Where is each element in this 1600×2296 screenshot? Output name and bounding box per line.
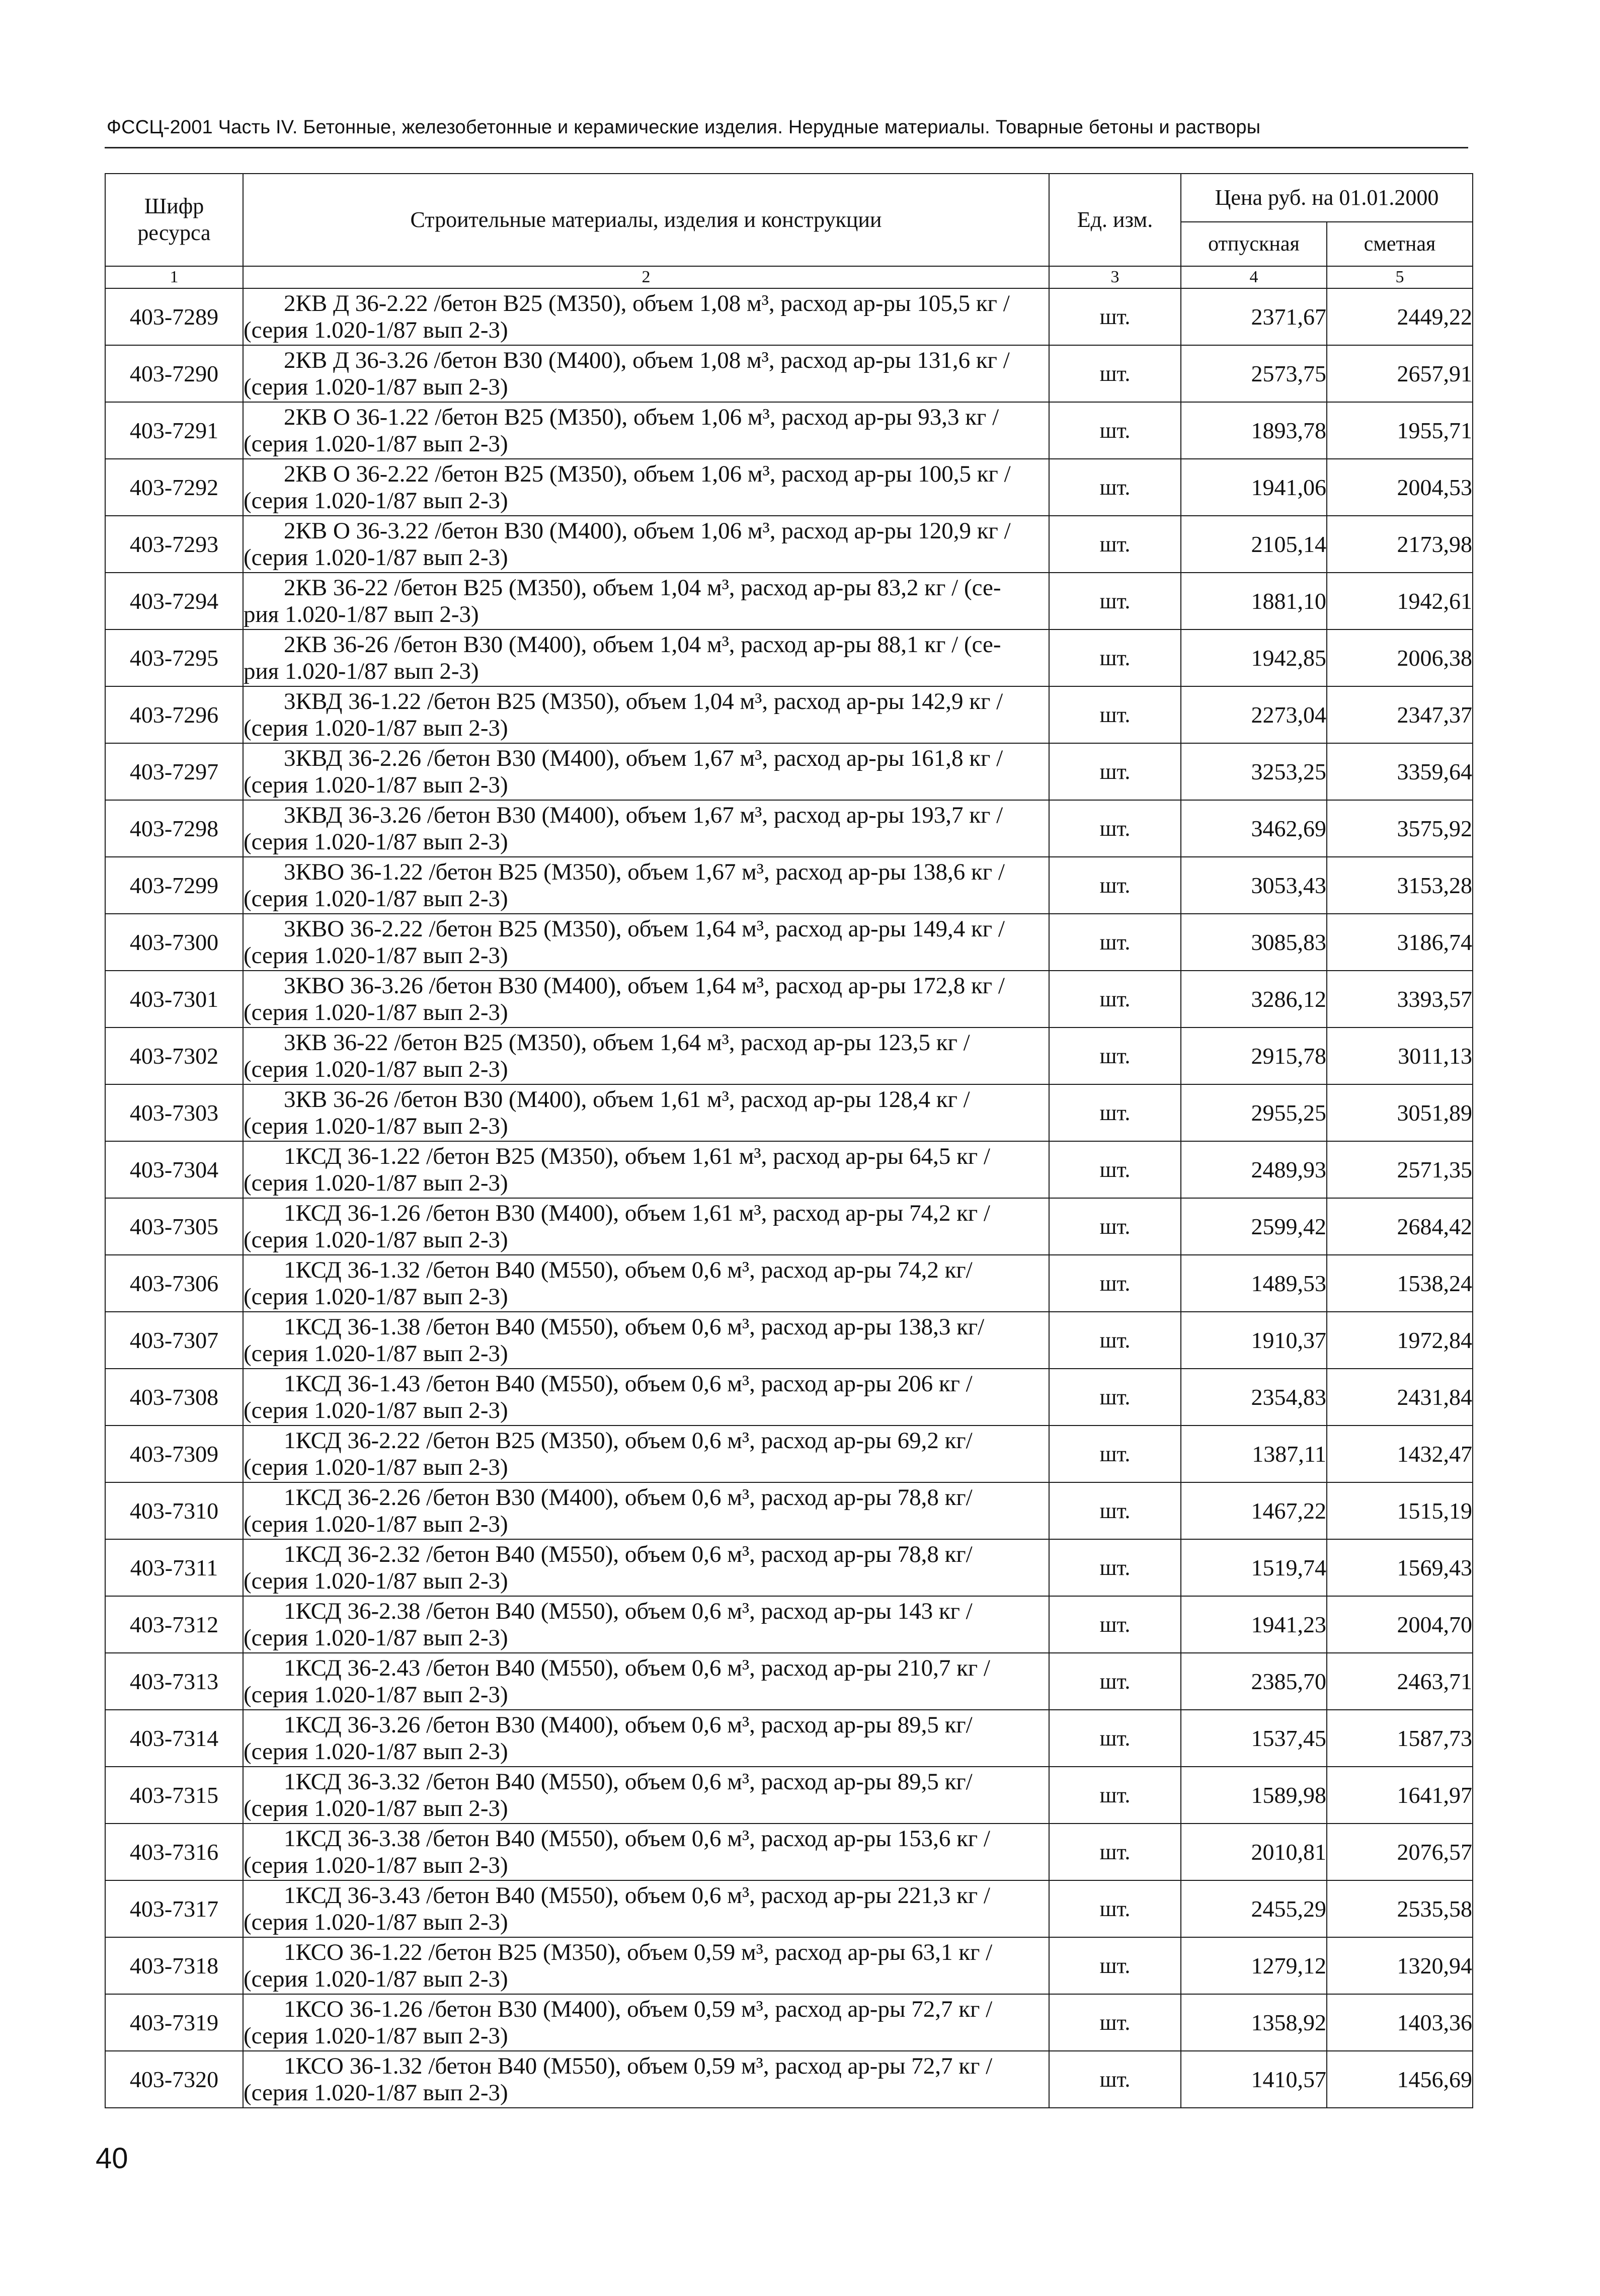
description-line-1: 2КВ 36-26 /бетон В30 (М400), объем 1,04 м³, расход ар-ры 88,1 кг / (се- [284, 631, 1001, 658]
release-price-cell: 1410,57 [1181, 2051, 1327, 2108]
unit-cell: шт. [1049, 1767, 1181, 1824]
table-body [105, 288, 1473, 2108]
description-line-1: 2КВ Д 36-3.26 /бетон В30 (М400), объем 1,08 м³, расход ар-ры 131,6 кг / [284, 347, 1010, 373]
resource-code-cell: 403-7291 [105, 402, 243, 459]
description-line-2: (серия 1.020-1/87 вып 2-3) [244, 316, 508, 343]
resource-code-cell: 403-7294 [105, 573, 243, 629]
material-description-cell [243, 1426, 1049, 1482]
resource-code-cell: 403-7302 [105, 1027, 243, 1084]
estimate-price-cell: 2449,22 [1327, 288, 1473, 345]
unit-cell: шт. [1049, 1312, 1181, 1369]
estimate-price-cell: 2571,35 [1327, 1141, 1473, 1198]
description-line-2: (серия 1.020-1/87 вып 2-3) [244, 1738, 508, 1765]
table-row [105, 686, 1473, 743]
estimate-price-cell: 2076,57 [1327, 1824, 1473, 1880]
column-header-code: Шифр ресурса [105, 174, 243, 266]
estimate-price-cell: 2431,84 [1327, 1369, 1473, 1426]
estimate-price-cell: 1569,43 [1327, 1539, 1473, 1596]
material-description-cell [243, 288, 1049, 345]
material-description-cell [243, 914, 1049, 971]
release-price-cell: 1537,45 [1181, 1710, 1327, 1767]
description-line-1: 2КВ О 36-2.22 /бетон В25 (М350), объем 1,06 м³, расход ар-ры 100,5 кг / [284, 460, 1011, 487]
estimate-price-cell: 1432,47 [1327, 1426, 1473, 1482]
table-row [105, 1539, 1473, 1596]
release-price-cell: 1489,53 [1181, 1255, 1327, 1312]
table-row [105, 1198, 1473, 1255]
table-row [105, 1482, 1473, 1539]
column-number: 3 [1049, 266, 1181, 288]
unit-cell: шт. [1049, 516, 1181, 573]
estimate-price-cell: 3011,13 [1327, 1027, 1473, 1084]
resource-code-cell: 403-7298 [105, 800, 243, 857]
resource-code-cell: 403-7317 [105, 1880, 243, 1937]
release-price-cell: 1910,37 [1181, 1312, 1327, 1369]
description-line-2: (серия 1.020-1/87 вып 2-3) [244, 373, 508, 400]
unit-cell: шт. [1049, 1710, 1181, 1767]
description-line-1: 1КСД 36-3.26 /бетон В30 (М400), объем 0,6 м³, расход ар-ры 89,5 кг/ [284, 1711, 973, 1738]
material-description-cell [243, 402, 1049, 459]
material-description-cell [243, 516, 1049, 573]
table-row [105, 1937, 1473, 1994]
description-line-1: 1КСД 36-3.38 /бетон В40 (М550), объем 0,6 м³, расход ар-ры 153,6 кг / [284, 1825, 990, 1852]
description-line-1: 3КВ 36-22 /бетон В25 (М350), объем 1,64 м³, расход ар-ры 123,5 кг / [284, 1029, 970, 1056]
unit-cell: шт. [1049, 629, 1181, 686]
description-line-2: (серия 1.020-1/87 вып 2-3) [244, 1567, 508, 1594]
unit-cell: шт. [1049, 1141, 1181, 1198]
estimate-price-cell: 2535,58 [1327, 1880, 1473, 1937]
unit-cell: шт. [1049, 2051, 1181, 2108]
material-description-cell [243, 686, 1049, 743]
material-description-cell [243, 1596, 1049, 1653]
description-line-1: 1КСД 36-2.32 /бетон В40 (М550), объем 0,6 м³, расход ар-ры 78,8 кг/ [284, 1541, 973, 1567]
description-line-2: (серия 1.020-1/87 вып 2-3) [244, 2079, 508, 2106]
resource-code-cell: 403-7289 [105, 288, 243, 345]
resource-code-cell: 403-7290 [105, 345, 243, 402]
description-line-2: (серия 1.020-1/87 вып 2-3) [244, 1624, 508, 1651]
description-line-2: (серия 1.020-1/87 вып 2-3) [244, 771, 508, 798]
table-row [105, 2051, 1473, 2108]
estimate-price-cell: 1538,24 [1327, 1255, 1473, 1312]
table-row [105, 1767, 1473, 1824]
description-line-1: 1КСД 36-2.22 /бетон В25 (М350), объем 0,6 м³, расход ар-ры 69,2 кг/ [284, 1427, 973, 1454]
description-line-2: (серия 1.020-1/87 вып 2-3) [244, 1965, 508, 1992]
estimate-price-cell: 3393,57 [1327, 971, 1473, 1027]
resource-code-cell: 403-7293 [105, 516, 243, 573]
description-line-2: (серия 1.020-1/87 вып 2-3) [244, 1169, 508, 1196]
resource-code-cell: 403-7306 [105, 1255, 243, 1312]
description-line-1: 1КСД 36-2.26 /бетон В30 (М400), объем 0,6 м³, расход ар-ры 78,8 кг/ [284, 1484, 973, 1511]
description-line-1: 1КСО 36-1.22 /бетон В25 (М350), объем 0,59 м³, расход ар-ры 63,1 кг / [284, 1939, 993, 1965]
material-description-cell [243, 1084, 1049, 1141]
table-row [105, 857, 1473, 914]
resource-code-cell: 403-7311 [105, 1539, 243, 1596]
description-line-2: (серия 1.020-1/87 вып 2-3) [244, 1113, 508, 1139]
column-number: 5 [1327, 266, 1473, 288]
description-line-2: (серия 1.020-1/87 вып 2-3) [244, 1511, 508, 1537]
table-row [105, 1880, 1473, 1937]
price-table [105, 173, 1473, 2108]
description-line-2: (серия 1.020-1/87 вып 2-3) [244, 1226, 508, 1253]
estimate-price-cell: 3186,74 [1327, 914, 1473, 971]
description-line-1: 1КСД 36-3.32 /бетон В40 (М550), объем 0,6 м³, расход ар-ры 89,5 кг/ [284, 1768, 973, 1795]
description-line-1: 3КВО 36-1.22 /бетон В25 (М350), объем 1,67 м³, расход ар-ры 138,6 кг / [284, 858, 1005, 885]
material-description-cell [243, 1994, 1049, 2051]
release-price-cell: 2010,81 [1181, 1824, 1327, 1880]
release-price-cell: 2489,93 [1181, 1141, 1327, 1198]
description-line-2: (серия 1.020-1/87 вып 2-3) [244, 544, 508, 571]
description-line-1: 1КСД 36-2.38 /бетон В40 (М550), объем 0,6 м³, расход ар-ры 143 кг / [284, 1598, 973, 1624]
description-line-2: (серия 1.020-1/87 вып 2-3) [244, 1795, 508, 1822]
material-description-cell [243, 1710, 1049, 1767]
estimate-price-cell: 2006,38 [1327, 629, 1473, 686]
unit-cell: шт. [1049, 971, 1181, 1027]
material-description-cell [243, 345, 1049, 402]
description-line-1: 2КВ О 36-1.22 /бетон В25 (М350), объем 1,06 м³, расход ар-ры 93,3 кг / [284, 404, 999, 430]
description-line-2: (серия 1.020-1/87 вып 2-3) [244, 1397, 508, 1423]
release-price-cell: 2573,75 [1181, 345, 1327, 402]
release-price-cell: 2955,25 [1181, 1084, 1327, 1141]
estimate-price-cell: 3153,28 [1327, 857, 1473, 914]
unit-cell: шт. [1049, 1198, 1181, 1255]
description-line-2: (серия 1.020-1/87 вып 2-3) [244, 430, 508, 457]
unit-cell: шт. [1049, 1426, 1181, 1482]
unit-cell: шт. [1049, 800, 1181, 857]
table-row [105, 971, 1473, 1027]
unit-cell: шт. [1049, 1937, 1181, 1994]
material-description-cell [243, 459, 1049, 516]
unit-cell: шт. [1049, 402, 1181, 459]
release-price-cell: 1279,12 [1181, 1937, 1327, 1994]
description-line-2: (серия 1.020-1/87 вып 2-3) [244, 885, 508, 912]
unit-cell: шт. [1049, 1994, 1181, 2051]
material-description-cell [243, 1482, 1049, 1539]
column-header-price-group: Цена руб. на 01.01.2000 [1181, 174, 1473, 222]
release-price-cell: 1387,11 [1181, 1426, 1327, 1482]
resource-code-cell: 403-7309 [105, 1426, 243, 1482]
release-price-cell: 3053,43 [1181, 857, 1327, 914]
resource-code-cell: 403-7297 [105, 743, 243, 800]
release-price-cell: 2385,70 [1181, 1653, 1327, 1710]
release-price-cell: 2455,29 [1181, 1880, 1327, 1937]
description-line-1: 1КСД 36-1.26 /бетон В30 (М400), объем 1,61 м³, расход ар-ры 74,2 кг / [284, 1200, 990, 1226]
description-line-2: рия 1.020-1/87 вып 2-3) [244, 601, 479, 627]
release-price-cell: 1941,06 [1181, 459, 1327, 516]
table-row [105, 402, 1473, 459]
description-line-1: 1КСД 36-1.43 /бетон В40 (М550), объем 0,6 м³, расход ар-ры 206 кг / [284, 1370, 973, 1397]
table-row [105, 1994, 1473, 2051]
resource-code-cell: 403-7307 [105, 1312, 243, 1369]
table-row [105, 800, 1473, 857]
material-description-cell [243, 1312, 1049, 1369]
column-header-name: Строительные материалы, изделия и конструкции [243, 174, 1049, 266]
description-line-2: (серия 1.020-1/87 вып 2-3) [244, 1454, 508, 1480]
table-row [105, 1426, 1473, 1482]
description-line-1: 3КВД 36-2.26 /бетон В30 (М400), объем 1,67 м³, расход ар-ры 161,8 кг / [284, 745, 1003, 771]
release-price-cell: 2273,04 [1181, 686, 1327, 743]
unit-cell: шт. [1049, 1255, 1181, 1312]
table-row [105, 629, 1473, 686]
estimate-price-cell: 2463,71 [1327, 1653, 1473, 1710]
description-line-2: (серия 1.020-1/87 вып 2-3) [244, 1340, 508, 1367]
unit-cell: шт. [1049, 1084, 1181, 1141]
resource-code-cell: 403-7300 [105, 914, 243, 971]
estimate-price-cell: 1320,94 [1327, 1937, 1473, 1994]
table-row [105, 1824, 1473, 1880]
estimate-price-cell: 1587,73 [1327, 1710, 1473, 1767]
material-description-cell [243, 2051, 1049, 2108]
material-description-cell [243, 1027, 1049, 1084]
table-row [105, 573, 1473, 629]
unit-cell: шт. [1049, 1369, 1181, 1426]
release-price-cell: 3085,83 [1181, 914, 1327, 971]
table-row [105, 516, 1473, 573]
description-line-2: (серия 1.020-1/87 вып 2-3) [244, 2022, 508, 2049]
estimate-price-cell: 1955,71 [1327, 402, 1473, 459]
material-description-cell [243, 1937, 1049, 1994]
material-description-cell [243, 1824, 1049, 1880]
unit-cell: шт. [1049, 1653, 1181, 1710]
material-description-cell [243, 573, 1049, 629]
estimate-price-cell: 2004,53 [1327, 459, 1473, 516]
table-row [105, 1084, 1473, 1141]
description-line-1: 1КСО 36-1.26 /бетон В30 (М400), объем 0,59 м³, расход ар-ры 72,7 кг / [284, 1996, 993, 2022]
description-line-2: (серия 1.020-1/87 вып 2-3) [244, 828, 508, 855]
description-line-1: 2КВ 36-22 /бетон В25 (М350), объем 1,04 м³, расход ар-ры 83,2 кг / (се- [284, 574, 1001, 601]
material-description-cell [243, 629, 1049, 686]
resource-code-cell: 403-7320 [105, 2051, 243, 2108]
description-line-1: 1КСД 36-1.22 /бетон В25 (М350), объем 1,61 м³, расход ар-ры 64,5 кг / [284, 1143, 990, 1169]
release-price-cell: 1941,23 [1181, 1596, 1327, 1653]
material-description-cell [243, 1255, 1049, 1312]
unit-cell: шт. [1049, 459, 1181, 516]
resource-code-cell: 403-7312 [105, 1596, 243, 1653]
page-number: 40 [96, 2142, 128, 2175]
material-description-cell [243, 1653, 1049, 1710]
material-description-cell [243, 1767, 1049, 1824]
description-line-2: (серия 1.020-1/87 вып 2-3) [244, 1056, 508, 1082]
description-line-1: 1КСД 36-1.32 /бетон В40 (М550), объем 0,6 м³, расход ар-ры 74,2 кг/ [284, 1256, 973, 1283]
material-description-cell [243, 1880, 1049, 1937]
table-row [105, 1653, 1473, 1710]
release-price-cell: 2105,14 [1181, 516, 1327, 573]
release-price-cell: 1942,85 [1181, 629, 1327, 686]
unit-cell: шт. [1049, 743, 1181, 800]
description-line-1: 2КВ О 36-3.22 /бетон В30 (М400), объем 1,06 м³, расход ар-ры 120,9 кг / [284, 517, 1011, 544]
unit-cell: шт. [1049, 1880, 1181, 1937]
estimate-price-cell: 2004,70 [1327, 1596, 1473, 1653]
estimate-price-cell: 2684,42 [1327, 1198, 1473, 1255]
table-row [105, 1141, 1473, 1198]
release-price-cell: 2599,42 [1181, 1198, 1327, 1255]
description-line-1: 1КСД 36-2.43 /бетон В40 (М550), объем 0,6 м³, расход ар-ры 210,7 кг / [284, 1654, 990, 1681]
table-row [105, 1312, 1473, 1369]
resource-code-cell: 403-7314 [105, 1710, 243, 1767]
description-line-2: рия 1.020-1/87 вып 2-3) [244, 658, 479, 684]
estimate-price-cell: 2347,37 [1327, 686, 1473, 743]
resource-code-cell: 403-7308 [105, 1369, 243, 1426]
estimate-price-cell: 1641,97 [1327, 1767, 1473, 1824]
resource-code-cell: 403-7310 [105, 1482, 243, 1539]
resource-code-cell: 403-7292 [105, 459, 243, 516]
estimate-price-cell: 3051,89 [1327, 1084, 1473, 1141]
resource-code-cell: 403-7299 [105, 857, 243, 914]
release-price-cell: 3253,25 [1181, 743, 1327, 800]
description-line-1: 3КВ 36-26 /бетон В30 (М400), объем 1,61 м³, расход ар-ры 128,4 кг / [284, 1086, 970, 1113]
resource-code-cell: 403-7313 [105, 1653, 243, 1710]
release-price-cell: 2371,67 [1181, 288, 1327, 345]
description-line-1: 1КСД 36-3.43 /бетон В40 (М550), объем 0,6 м³, расход ар-ры 221,3 кг / [284, 1882, 990, 1909]
estimate-price-cell: 1403,36 [1327, 1994, 1473, 2051]
release-price-cell: 1519,74 [1181, 1539, 1327, 1596]
estimate-price-cell: 1456,69 [1327, 2051, 1473, 2108]
estimate-price-cell: 3359,64 [1327, 743, 1473, 800]
table-row [105, 914, 1473, 971]
material-description-cell [243, 1198, 1049, 1255]
resource-code-cell: 403-7315 [105, 1767, 243, 1824]
description-line-1: 2КВ Д 36-2.22 /бетон В25 (М350), объем 1,08 м³, расход ар-ры 105,5 кг / [284, 290, 1010, 316]
estimate-price-cell: 1972,84 [1327, 1312, 1473, 1369]
resource-code-cell: 403-7316 [105, 1824, 243, 1880]
column-header-release-price: отпускная [1181, 222, 1327, 266]
description-line-1: 1КСД 36-1.38 /бетон В40 (М550), объем 0,6 м³, расход ар-ры 138,3 кг/ [284, 1313, 985, 1340]
estimate-price-cell: 1942,61 [1327, 573, 1473, 629]
estimate-price-cell: 1515,19 [1327, 1482, 1473, 1539]
release-price-cell: 1467,22 [1181, 1482, 1327, 1539]
description-line-2: (серия 1.020-1/87 вып 2-3) [244, 1909, 508, 1935]
material-description-cell [243, 857, 1049, 914]
material-description-cell [243, 971, 1049, 1027]
unit-cell: шт. [1049, 857, 1181, 914]
unit-cell: шт. [1049, 1482, 1181, 1539]
table-row [105, 1027, 1473, 1084]
release-price-cell: 2915,78 [1181, 1027, 1327, 1084]
material-description-cell [243, 800, 1049, 857]
column-number: 1 [105, 266, 243, 288]
running-title: ФССЦ-2001 Часть IV. Бетонные, железобетонные и керамические изделия. Нерудные материалы. Товарные бетоны и растворы [107, 117, 1261, 138]
material-description-cell [243, 1141, 1049, 1198]
unit-cell: шт. [1049, 1539, 1181, 1596]
description-line-2: (серия 1.020-1/87 вып 2-3) [244, 487, 508, 514]
description-line-2: (серия 1.020-1/87 вып 2-3) [244, 1681, 508, 1708]
resource-code-cell: 403-7319 [105, 1994, 243, 2051]
table-row [105, 1255, 1473, 1312]
material-description-cell [243, 743, 1049, 800]
unit-cell: шт. [1049, 345, 1181, 402]
description-line-2: (серия 1.020-1/87 вып 2-3) [244, 715, 508, 741]
description-line-1: 3КВО 36-3.26 /бетон В30 (М400), объем 1,64 м³, расход ар-ры 172,8 кг / [284, 972, 1005, 999]
unit-cell: шт. [1049, 1824, 1181, 1880]
table-row [105, 743, 1473, 800]
description-line-2: (серия 1.020-1/87 вып 2-3) [244, 999, 508, 1025]
resource-code-cell: 403-7296 [105, 686, 243, 743]
release-price-cell: 2354,83 [1181, 1369, 1327, 1426]
resource-code-cell: 403-7304 [105, 1141, 243, 1198]
description-line-2: (серия 1.020-1/87 вып 2-3) [244, 1283, 508, 1310]
description-line-2: (серия 1.020-1/87 вып 2-3) [244, 942, 508, 969]
release-price-cell: 1358,92 [1181, 1994, 1327, 2051]
column-number: 4 [1181, 266, 1327, 288]
table-row [105, 1369, 1473, 1426]
resource-code-cell: 403-7305 [105, 1198, 243, 1255]
table-row [105, 288, 1473, 345]
resource-code-cell: 403-7295 [105, 629, 243, 686]
material-description-cell [243, 1369, 1049, 1426]
estimate-price-cell: 2173,98 [1327, 516, 1473, 573]
header-rule [105, 147, 1468, 148]
description-line-1: 1КСО 36-1.32 /бетон В40 (М550), объем 0,59 м³, расход ар-ры 72,7 кг / [284, 2052, 993, 2079]
material-description-cell [243, 1539, 1049, 1596]
estimate-price-cell: 3575,92 [1327, 800, 1473, 857]
unit-cell: шт. [1049, 686, 1181, 743]
unit-cell: шт. [1049, 914, 1181, 971]
table-row [105, 1710, 1473, 1767]
resource-code-cell: 403-7301 [105, 971, 243, 1027]
description-line-1: 3КВД 36-3.26 /бетон В30 (М400), объем 1,67 м³, расход ар-ры 193,7 кг / [284, 802, 1003, 828]
unit-cell: шт. [1049, 288, 1181, 345]
column-header-unit: Ед. изм. [1049, 174, 1181, 266]
unit-cell: шт. [1049, 1027, 1181, 1084]
column-number: 2 [243, 266, 1049, 288]
resource-code-cell: 403-7303 [105, 1084, 243, 1141]
column-header-estimate-price: сметная [1327, 222, 1473, 266]
release-price-cell: 1589,98 [1181, 1767, 1327, 1824]
description-line-1: 3КВД 36-1.22 /бетон В25 (М350), объем 1,04 м³, расход ар-ры 142,9 кг / [284, 688, 1003, 715]
release-price-cell: 1881,10 [1181, 573, 1327, 629]
table-row [105, 345, 1473, 402]
description-line-1: 3КВО 36-2.22 /бетон В25 (М350), объем 1,64 м³, расход ар-ры 149,4 кг / [284, 915, 1005, 942]
description-line-2: (серия 1.020-1/87 вып 2-3) [244, 1852, 508, 1878]
release-price-cell: 1893,78 [1181, 402, 1327, 459]
unit-cell: шт. [1049, 573, 1181, 629]
release-price-cell: 3286,12 [1181, 971, 1327, 1027]
estimate-price-cell: 2657,91 [1327, 345, 1473, 402]
unit-cell: шт. [1049, 1596, 1181, 1653]
release-price-cell: 3462,69 [1181, 800, 1327, 857]
table-row [105, 1596, 1473, 1653]
table-row [105, 459, 1473, 516]
resource-code-cell: 403-7318 [105, 1937, 243, 1994]
